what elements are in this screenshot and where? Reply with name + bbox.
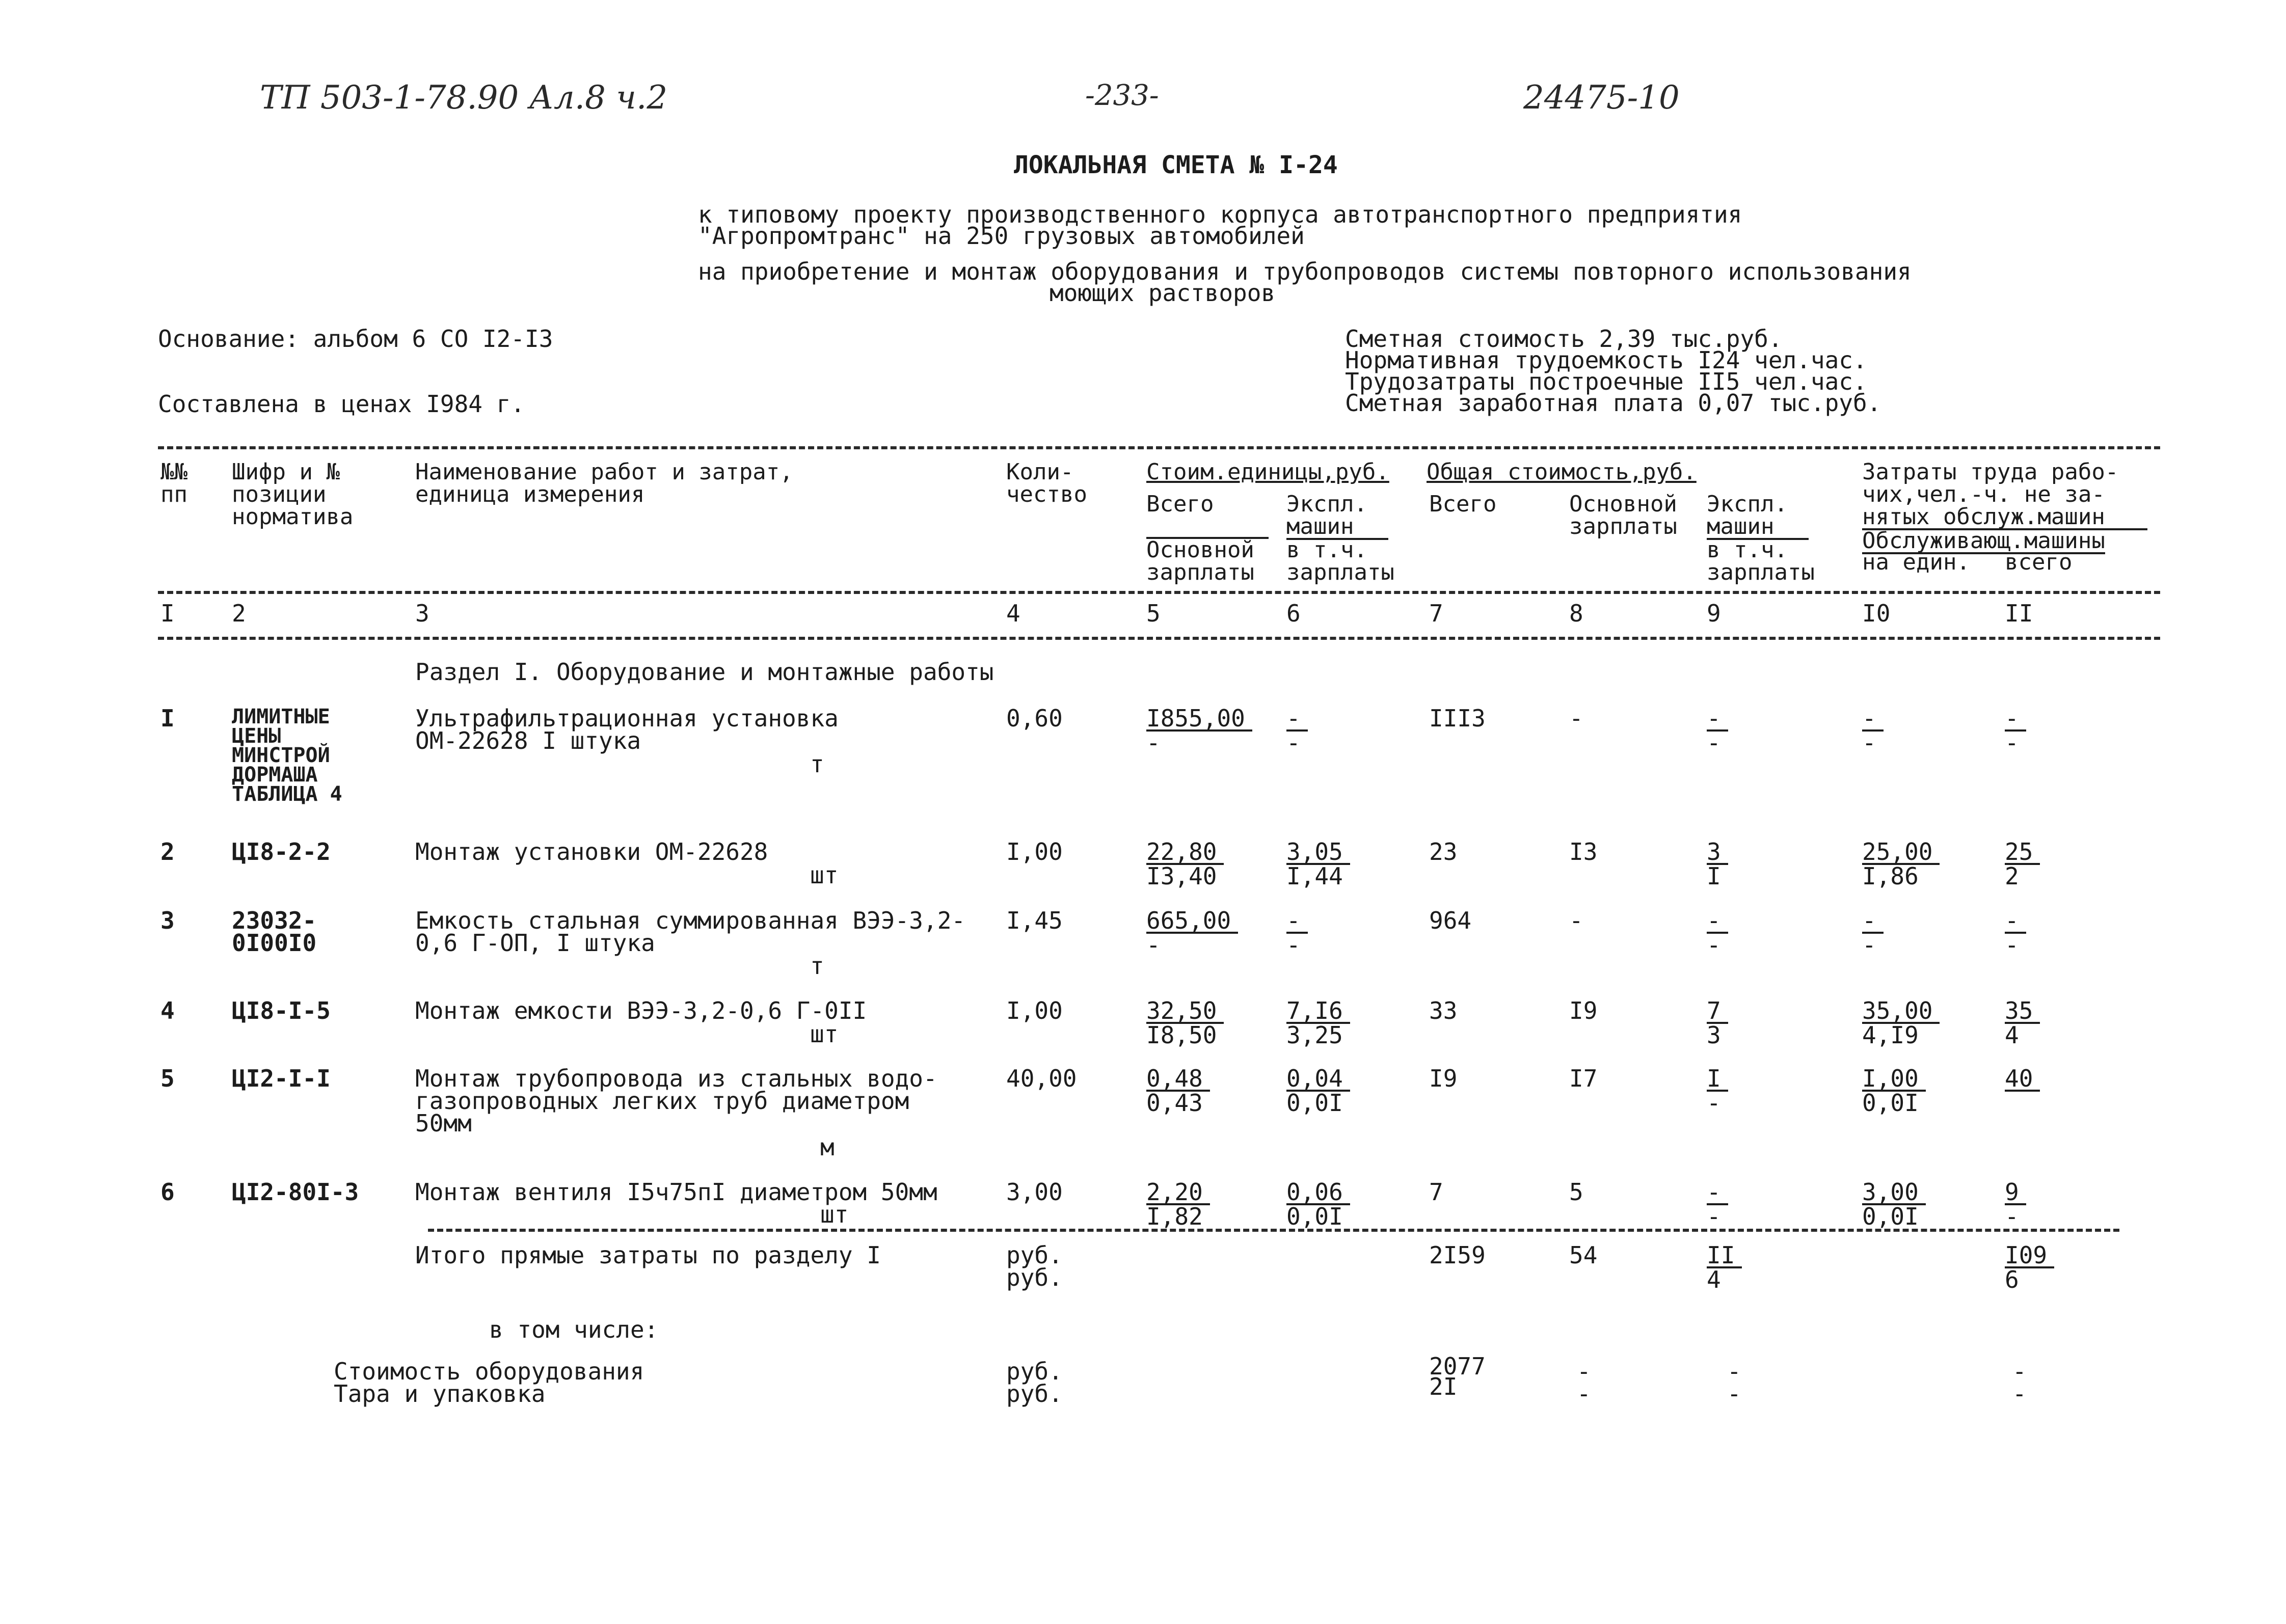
row-labor-total: - -: [2005, 909, 2026, 956]
row-labor-total: $\frac{25}{2}$: [2005, 841, 2040, 887]
col-num-6: 6: [1286, 600, 1301, 627]
packaging-total: 2I: [1429, 1373, 1458, 1400]
summary-labor-norm: Нормативная трудоемкость I24 чел.час.: [1345, 346, 1867, 374]
col-5-header-bottom: Основной зарплаты: [1146, 537, 1269, 584]
row-unit-cost-machines: - -: [1286, 707, 1308, 754]
row-unit: шт: [810, 861, 839, 889]
row-base-wages: 5: [1569, 1178, 1583, 1206]
prices-year-text: Составлена в ценах I984 г.: [158, 390, 525, 418]
row-name: Монтаж установки ОМ-22628: [415, 838, 768, 865]
col-5-header-top: Всего: [1146, 491, 1214, 517]
row-unit: шт: [810, 1020, 839, 1048]
col-num-3: 3: [415, 600, 429, 627]
col-num-11: II: [2005, 600, 2033, 627]
row-unit-cost-total: $\frac{0,48}{0,43}$: [1146, 1067, 1210, 1114]
row-total-cost: 7: [1429, 1178, 1443, 1206]
including-label: в том числе:: [489, 1316, 659, 1343]
row-labor-total: $\frac{35}{4}$: [2005, 999, 2040, 1046]
row-quantity: 0,60: [1006, 705, 1063, 732]
row-code: ЦI2-80I-3: [232, 1178, 359, 1206]
col-num-1: I: [160, 600, 175, 627]
row-name: Монтаж трубопровода из стальных водо- газопроводных легких труб диаметром 50мм: [415, 1065, 937, 1137]
row-name: Монтаж емкости ВЭЭ-3,2-0,6 Г-0II: [415, 997, 867, 1024]
col-3-header: Наименование работ и затрат, единица измерения: [415, 459, 793, 507]
row-unit-cost-total: $\frac{22,80}{I3,40}$: [1146, 841, 1224, 887]
row-quantity: I,45: [1006, 907, 1063, 934]
document-number: 24475-10: [1523, 79, 1680, 117]
row-number: 4: [160, 997, 175, 1024]
equipment-cost-label: Стоимость оборудования: [334, 1358, 644, 1385]
row-number: I: [160, 705, 175, 732]
row-unit: т: [810, 750, 824, 778]
row-labor-per-unit: $\frac{25,00}{I,86}$: [1862, 841, 1940, 887]
col-11-header: всего: [2005, 549, 2073, 575]
col-num-4: 4: [1006, 600, 1020, 627]
row-machines-cost: - -: [1707, 1181, 1728, 1228]
header-rule: [158, 591, 2160, 594]
col-9-header-top: Экспл. машин: [1707, 493, 1809, 540]
row-base-wages: -: [1569, 907, 1583, 934]
packaging-label: Тара и упаковка: [334, 1380, 546, 1408]
section-title: Раздел I. Оборудование и монтажные работы: [415, 658, 994, 686]
row-base-wages: -: [1569, 705, 1583, 732]
col-7-header: Всего: [1429, 491, 1497, 517]
col-num-8: 8: [1569, 600, 1583, 627]
row-number: 3: [160, 907, 175, 934]
row-machines-cost: - -: [1707, 707, 1728, 754]
row-total-cost: III3: [1429, 705, 1486, 732]
totals-base-wages: 54: [1569, 1241, 1598, 1269]
col-8-header: Основной зарплаты: [1569, 491, 1677, 539]
row-base-wages: I3: [1569, 838, 1598, 865]
row-unit-cost-total: 665,00 -: [1146, 909, 1238, 956]
col-num-9: 9: [1707, 600, 1721, 627]
row-labor-total: 9 -: [2005, 1181, 2026, 1228]
row-total-cost: 964: [1429, 907, 1472, 934]
totals-unit-1: руб.: [1006, 1241, 1063, 1269]
row-unit-cost-machines: $\frac{0,04}{0,0I}$: [1286, 1067, 1350, 1114]
row-code: ЦI8-2-2: [232, 838, 331, 865]
row-labor-per-unit: $\frac{35,00}{4,I9}$: [1862, 999, 1940, 1046]
row-unit-cost-machines: - -: [1286, 909, 1308, 956]
packaging-wages-dash: -: [1577, 1380, 1591, 1408]
equipment-labor-dash: -: [2012, 1358, 2027, 1385]
totals-unit-2: руб.: [1006, 1264, 1063, 1291]
row-machines-cost: $\frac{3}{I}$: [1707, 841, 1728, 887]
row-labor-total: - -: [2005, 707, 2026, 754]
col-num-5: 5: [1146, 600, 1161, 627]
row-quantity: I,00: [1006, 997, 1063, 1024]
row-number: 2: [160, 838, 175, 865]
row-total-cost: 33: [1429, 997, 1458, 1024]
row-unit-cost-machines: $\frac{7,I6}{3,25}$: [1286, 999, 1350, 1046]
totals-machines-cost: $\frac{II}{4}$: [1707, 1244, 1742, 1291]
row-labor-per-unit: - -: [1862, 707, 1884, 754]
page-number: -233-: [1085, 79, 1159, 112]
row-labor-per-unit: $\frac{3,00}{0,0I}$: [1862, 1181, 1926, 1228]
col-1-header: №№ пп: [160, 459, 187, 507]
row-unit: м: [820, 1133, 835, 1161]
totals-labor-total: $\frac{I09}{6}$: [2005, 1244, 2054, 1291]
col-num-2: 2: [232, 600, 246, 627]
col-10-header: на един.: [1862, 549, 1970, 575]
row-quantity: 3,00: [1006, 1178, 1063, 1206]
row-name: Монтаж вентиля I5ч75пI диаметром 50мм: [415, 1178, 937, 1206]
subtitle-line-3: на приобретение и монтаж оборудования и трубопроводов системы повторного использования: [698, 258, 1912, 285]
row-code: 23032- 0I00I0: [232, 907, 317, 957]
row-machines-cost: $\frac{7}{3}$: [1707, 999, 1728, 1046]
row-unit-cost-total: I855,00 -: [1146, 707, 1252, 754]
row-base-wages: I7: [1569, 1065, 1598, 1092]
summary-wages: Сметная заработная плата 0,07 тыс.руб.: [1345, 389, 1881, 417]
table-top-rule: [158, 446, 2160, 449]
subtitle-line-1: к типовому проекту производственного корпуса автотранспортного предприятия: [698, 201, 1742, 228]
summary-labor-site: Трудозатраты построечные II5 чел.час.: [1345, 368, 1867, 395]
row-labor-per-unit: - -: [1862, 909, 1884, 956]
totals-label: Итого прямые затраты по разделу I: [415, 1241, 881, 1269]
row-machines-cost: - -: [1707, 909, 1728, 956]
row-name: Ультрафильтрационная установка ОМ-22628 I штука: [415, 705, 839, 754]
row-quantity: I,00: [1006, 838, 1063, 865]
project-code: ТП 503-1-78.90 Ал.8 ч.2: [260, 79, 668, 117]
col-num-7: 7: [1429, 600, 1443, 627]
unit-cost-group-header: Стоим.единицы,руб.: [1146, 459, 1389, 485]
equipment-unit: руб.: [1006, 1358, 1063, 1385]
row-unit-cost-total: $\frac{32,50}{I8,50}$: [1146, 999, 1224, 1046]
equipment-total: 2077: [1429, 1352, 1486, 1380]
row-unit: т: [810, 952, 824, 980]
row-name: Емкость стальная суммированная ВЭЭ-3,2- 0,6 Г-ОП, I штука: [415, 907, 966, 957]
equipment-wages-dash: -: [1577, 1358, 1591, 1385]
packaging-unit: руб.: [1006, 1380, 1063, 1408]
equipment-machines-dash: -: [1727, 1358, 1741, 1385]
row-code: ЦI2-I-I: [232, 1065, 331, 1092]
packaging-labor-dash: -: [2012, 1380, 2027, 1408]
row-labor-per-unit: $\frac{I,00}{0,0I}$: [1862, 1067, 1926, 1114]
row-number: 6: [160, 1178, 175, 1206]
row-base-wages: I9: [1569, 997, 1598, 1024]
document-title: ЛОКАЛЬНАЯ СМЕТА № I-24: [1014, 151, 1338, 179]
labor-group-header-2: Обслуживающ.машины: [1862, 528, 2105, 554]
summary-cost: Сметная стоимость 2,39 тыс.руб.: [1345, 325, 1783, 353]
basis-text: Основание: альбом 6 СО I2-I3: [158, 325, 553, 353]
row-machines-cost: I -: [1707, 1067, 1728, 1114]
col-9-header-bottom: в т.ч. зарплаты: [1707, 537, 1815, 585]
column-numbers-rule: [158, 637, 2160, 640]
row-quantity: 40,00: [1006, 1065, 1077, 1092]
totals-rule: [428, 1229, 2119, 1232]
packaging-machines-dash: -: [1727, 1380, 1741, 1408]
col-2-header: Шифр и № позиции норматива: [232, 459, 354, 530]
row-number: 5: [160, 1065, 175, 1092]
col-6-header-bottom: в т.ч. зарплаты: [1286, 537, 1394, 585]
row-total-cost: 23: [1429, 838, 1458, 865]
col-num-10: I0: [1862, 600, 1891, 627]
row-unit-cost-machines: $\frac{0,06}{0,0I}$: [1286, 1181, 1350, 1228]
row-code: ЦI8-I-5: [232, 997, 331, 1024]
subtitle-line-2: "Агропромтранс" на 250 грузовых автомобилей: [698, 222, 1305, 250]
subtitle-line-4: моющих растворов: [1050, 279, 1276, 307]
totals-total-cost: 2I59: [1429, 1241, 1486, 1269]
labor-group-header: Затраты труда рабо- чих,чел.-ч. не за- нятых обслуж.машин: [1862, 461, 2147, 530]
row-code: ЛИМИТНЫЕ ЦЕНЫ МИНСТРОЙ ДОРМАША ТАБЛИЦА 4: [232, 705, 342, 806]
col-4-header: Коли- чество: [1006, 459, 1087, 507]
total-cost-group-header: Общая стоимость,руб.: [1427, 459, 1697, 485]
col-6-header-top: Экспл. машин: [1286, 493, 1388, 540]
row-total-cost: I9: [1429, 1065, 1458, 1092]
row-labor-total: 40: [2005, 1067, 2040, 1092]
row-unit-cost-total: $\frac{2,20}{I,82}$: [1146, 1181, 1210, 1228]
row-unit-cost-machines: $\frac{3,05}{I,44}$: [1286, 841, 1350, 887]
row-unit: шт: [820, 1201, 849, 1228]
